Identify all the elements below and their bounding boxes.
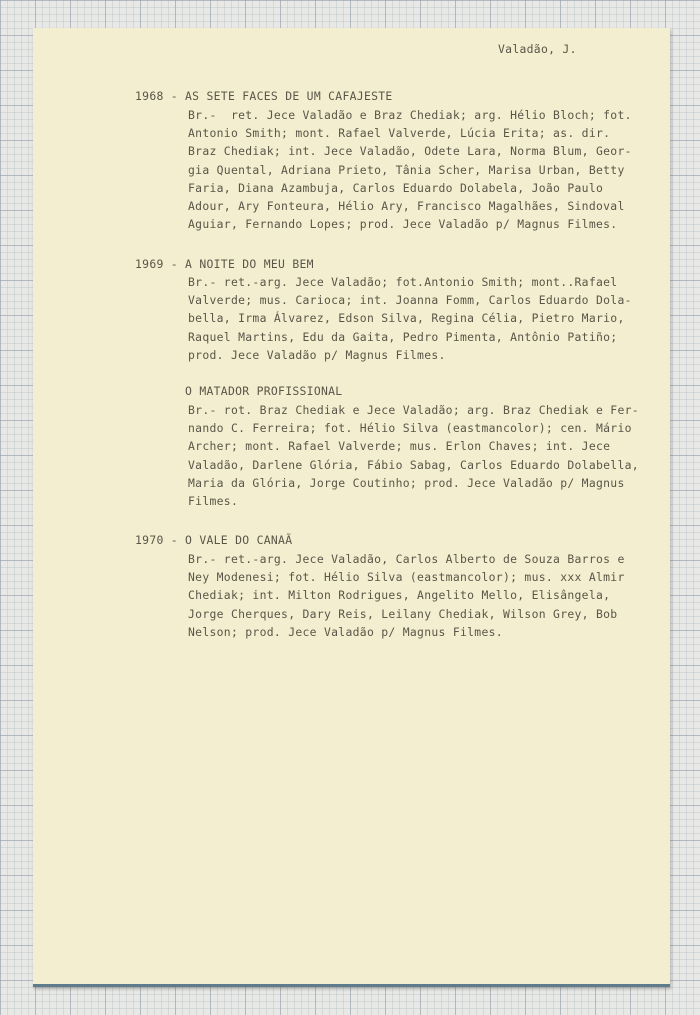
credit-line: Br.- ret. Jece Valadão e Braz Chediak; arg. Hélio Bloch; fot.	[188, 108, 632, 122]
credit-line: bella, Irma Álvarez, Edson Silva, Regina Célia, Pietro Mario,	[188, 311, 625, 326]
entry-year: 1969 -	[135, 257, 178, 271]
entry-credits	[188, 106, 632, 233]
credit-line: Archer; mont. Rafael Valverde; mus. Erlon Chaves; int. Jece	[188, 439, 611, 454]
credit-line: prod. Jece Valadão p/ Magnus Filmes.	[188, 347, 446, 362]
entry-credits	[188, 401, 639, 510]
film-title: O VALE DO CANAÃ	[185, 533, 293, 547]
credit-line: Valadão, Darlene Glória, Fábio Sabag, Carlos Eduardo Dolabella,	[188, 457, 639, 472]
credit-line: nando C. Ferreira; fot. Hélio Silva (eastmancolor); cen. Mário	[188, 421, 632, 436]
credit-line: Valverde; mus. Carioca; int. Joanna Fomm, Carlos Eduardo Dola-	[188, 293, 632, 308]
credit-line: Braz Chediak; int. Jece Valadão, Odete Lara, Norma Blum, Geor-	[188, 144, 632, 159]
credit-line: Chediak; int. Milton Rodrigues, Angelito Mello, Elisângela,	[188, 588, 611, 603]
credit-line: Nelson; prod. Jece Valadão p/ Magnus Filmes.	[188, 624, 503, 639]
entry-credits	[188, 273, 632, 364]
film-title: A NOITE DO MEU BEM	[185, 257, 314, 271]
credit-line: Ney Modenesi; fot. Hélio Silva (eastmancolor); mus. xxx Almir	[188, 570, 625, 585]
entry-year: 1968 -	[135, 89, 178, 103]
entry-credits	[188, 550, 625, 641]
credit-line: Faria, Diana Azambuja, Carlos Eduardo Dolabela, João Paulo	[188, 180, 604, 195]
credit-line: Br.- ret.-arg. Jece Valadão, Carlos Alberto de Souza Barros e	[188, 552, 625, 566]
credit-line: Adour, Ary Fonteura, Hélio Ary, Francisco Magalhães, Sindoval	[188, 199, 625, 214]
credit-line: Aguiar, Fernando Lopes; prod. Jece Valadão p/ Magnus Filmes.	[188, 217, 618, 232]
document-sheet	[33, 28, 670, 987]
credit-line: Maria da Glória, Jorge Coutinho; prod. Jece Valadão p/ Magnus	[188, 475, 625, 490]
credit-line: Jorge Cherques, Dary Reis, Leilany Chediak, Wilson Grey, Bob	[188, 606, 618, 621]
entry-year: 1970 -	[135, 533, 178, 547]
credit-line: Raquel Martins, Edu da Gaita, Pedro Pimenta, Antônio Patiño;	[188, 329, 618, 344]
credit-line: Filmes.	[188, 494, 239, 509]
credit-line: Antonio Smith; mont. Rafael Valverde, Lúcia Erita; as. dir.	[188, 126, 611, 141]
credit-line: Br.- rot. Braz Chediak e Jece Valadão; arg. Braz Chediak e Fer-	[188, 403, 639, 417]
credit-line: gia Quental, Adriana Prieto, Tânia Scher, Marisa Urban, Betty	[188, 162, 625, 177]
film-title: O MATADOR PROFISSIONAL	[185, 384, 343, 398]
author-header: Valadão, J.	[498, 42, 577, 56]
credit-line: Br.- ret.-arg. Jece Valadão; fot.Antonio Smith; mont..Rafael	[188, 275, 618, 289]
film-title: AS SETE FACES DE UM CAFAJESTE	[185, 89, 393, 103]
